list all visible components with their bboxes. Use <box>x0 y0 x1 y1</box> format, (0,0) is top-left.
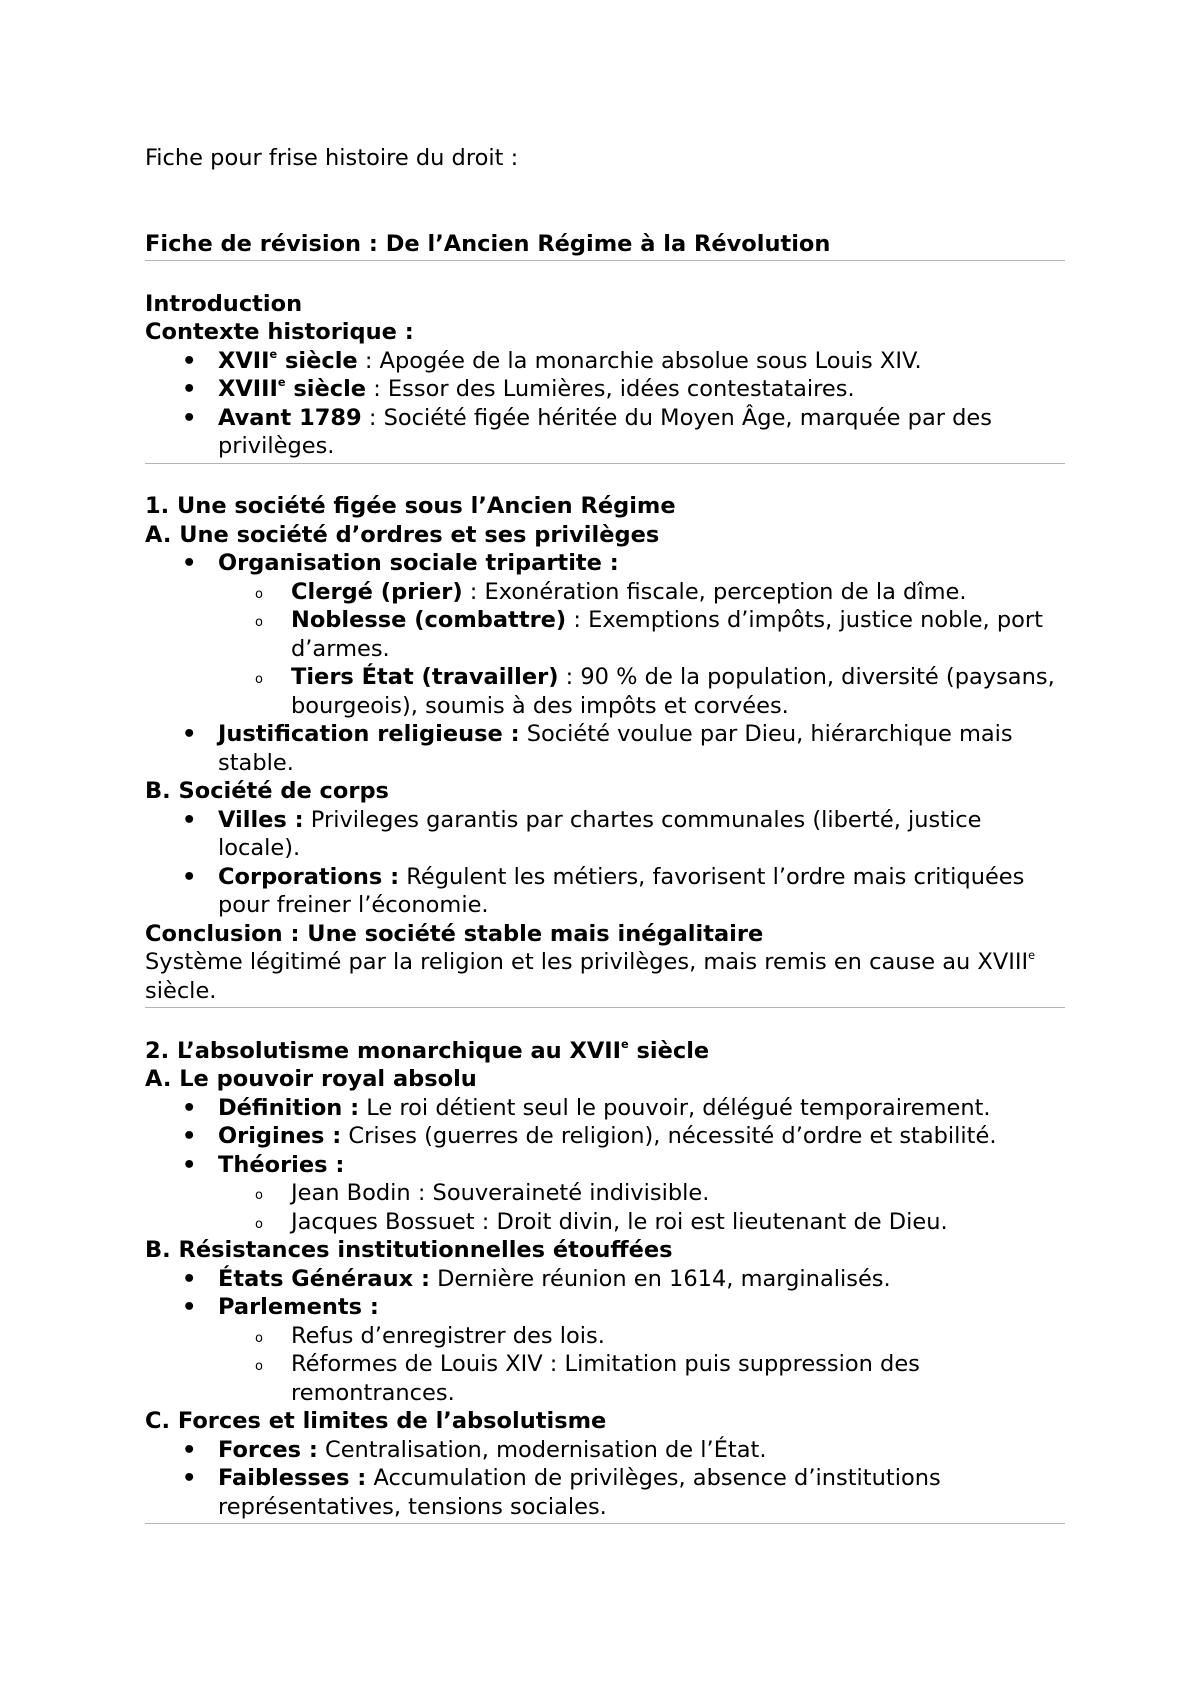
section1-b-list <box>145 806 1065 920</box>
section1-a-heading: A. Une société d’ordres et ses privilèges <box>145 521 660 548</box>
list-item: • Définition : Le roi détient seul le pouvoir, délégué temporairement. <box>145 1094 1065 1123</box>
list-item: • Corporations : Régulent les métiers, favorisent l’ordre mais critiquées pour freiner l’économie. <box>145 863 1065 920</box>
intro-line: Fiche pour frise histoire du droit : <box>145 145 519 171</box>
section1-heading: 1. Une société figée sous l’Ancien Régime <box>145 493 676 519</box>
context-heading: Contexte historique : <box>145 319 414 345</box>
list-item: • Origines : Crises (guerres de religion), nécessité d’ordre et stabilité. <box>145 1122 1065 1151</box>
list-item: • Théories : o Jean Bodin : Souveraineté indivisible. o Jacques Bossuet : Droit divin, le roi est lieutenant de Dieu. <box>145 1151 1065 1237</box>
list-item: • Organisation sociale tripartite : o Clergé (prier) : Exonération fiscale, perception de la dîme. o Noblesse (combattre) : Exemptions d’impôts, justice noble, port d’armes. o Tiers État (travailler) : 90 % de la population, diversité (paysans, bourgeois), soumis à des impôts et corvées. <box>145 549 1065 720</box>
list-item: o Clergé (prier) : Exonération fiscale, perception de la dîme. <box>145 578 1065 607</box>
list-item: • Justification religieuse : Société voulue par Dieu, hiérarchique mais stable. <box>145 720 1065 777</box>
list-item: • États Généraux : Dernière réunion en 1614, marginalisés. <box>145 1265 1065 1294</box>
list-item: o Jean Bodin : Souveraineté indivisible. <box>145 1179 1065 1208</box>
orders-list <box>218 578 1065 721</box>
document-title: Fiche de révision : De l’Ancien Régime à la Révolution <box>145 230 831 257</box>
list-item: • Villes : Privileges garantis par chartes communales (liberté, justice locale). <box>145 806 1065 863</box>
introduction-heading: Introduction <box>145 290 303 317</box>
list-item: • Parlements : o Refus d’enregistrer des lois. o Réformes de Louis XIV : Limitation puis suppression des remontrances. <box>145 1293 1065 1407</box>
list-item: • Faiblesses : Accumulation de privilèges, absence d’institutions représentatives, tensions sociales. <box>145 1464 1065 1521</box>
section2-b-list <box>145 1265 1065 1408</box>
list-item: o Refus d’enregistrer des lois. <box>145 1322 1065 1351</box>
conclusion-text: Système légitimé par la religion et les privilèges, mais remis en cause au XVIIIe siècle. <box>145 948 1036 1004</box>
section2-a-heading: A. Le pouvoir royal absolu <box>145 1066 477 1092</box>
list-item: o Réformes de Louis XIV : Limitation puis suppression des remontrances. <box>145 1350 1065 1407</box>
divider <box>145 1523 1065 1524</box>
parlements-list <box>218 1322 1065 1408</box>
conclusion-heading: Conclusion : Une société stable mais inégalitaire <box>145 920 764 947</box>
list-item: • XVIIe siècle : Apogée de la monarchie absolue sous Louis XIV. <box>145 347 1065 376</box>
list-item: o Tiers État (travailler) : 90 % de la population, diversité (paysans, bourgeois), soumis à des impôts et corvées. <box>145 663 1065 720</box>
section2-c-heading: C. Forces et limites de l’absolutisme <box>145 1408 607 1434</box>
theories-list <box>218 1179 1065 1236</box>
list-item: • Forces : Centralisation, modernisation de l’État. <box>145 1436 1065 1465</box>
list-item: • XVIIIe siècle : Essor des Lumières, idées contestataires. <box>145 375 1065 404</box>
section2-a-list <box>145 1094 1065 1237</box>
section1-b-heading: B. Société de corps <box>145 778 389 804</box>
section2-b-heading: B. Résistances institutionnelles étouffées <box>145 1237 673 1263</box>
document-body <box>145 144 1065 1524</box>
list-item: o Jacques Bossuet : Droit divin, le roi est lieutenant de Dieu. <box>145 1208 1065 1237</box>
list-item: • Avant 1789 : Société figée héritée du Moyen Âge, marquée par des privilèges. <box>145 404 1065 461</box>
section2-heading: 2. L’absolutisme monarchique au XVIIe siècle <box>145 1037 710 1064</box>
context-list <box>145 347 1065 461</box>
list-item: o Noblesse (combattre) : Exemptions d’impôts, justice noble, port d’armes. <box>145 606 1065 663</box>
section1-a-list <box>145 549 1065 777</box>
section2-c-list <box>145 1436 1065 1522</box>
